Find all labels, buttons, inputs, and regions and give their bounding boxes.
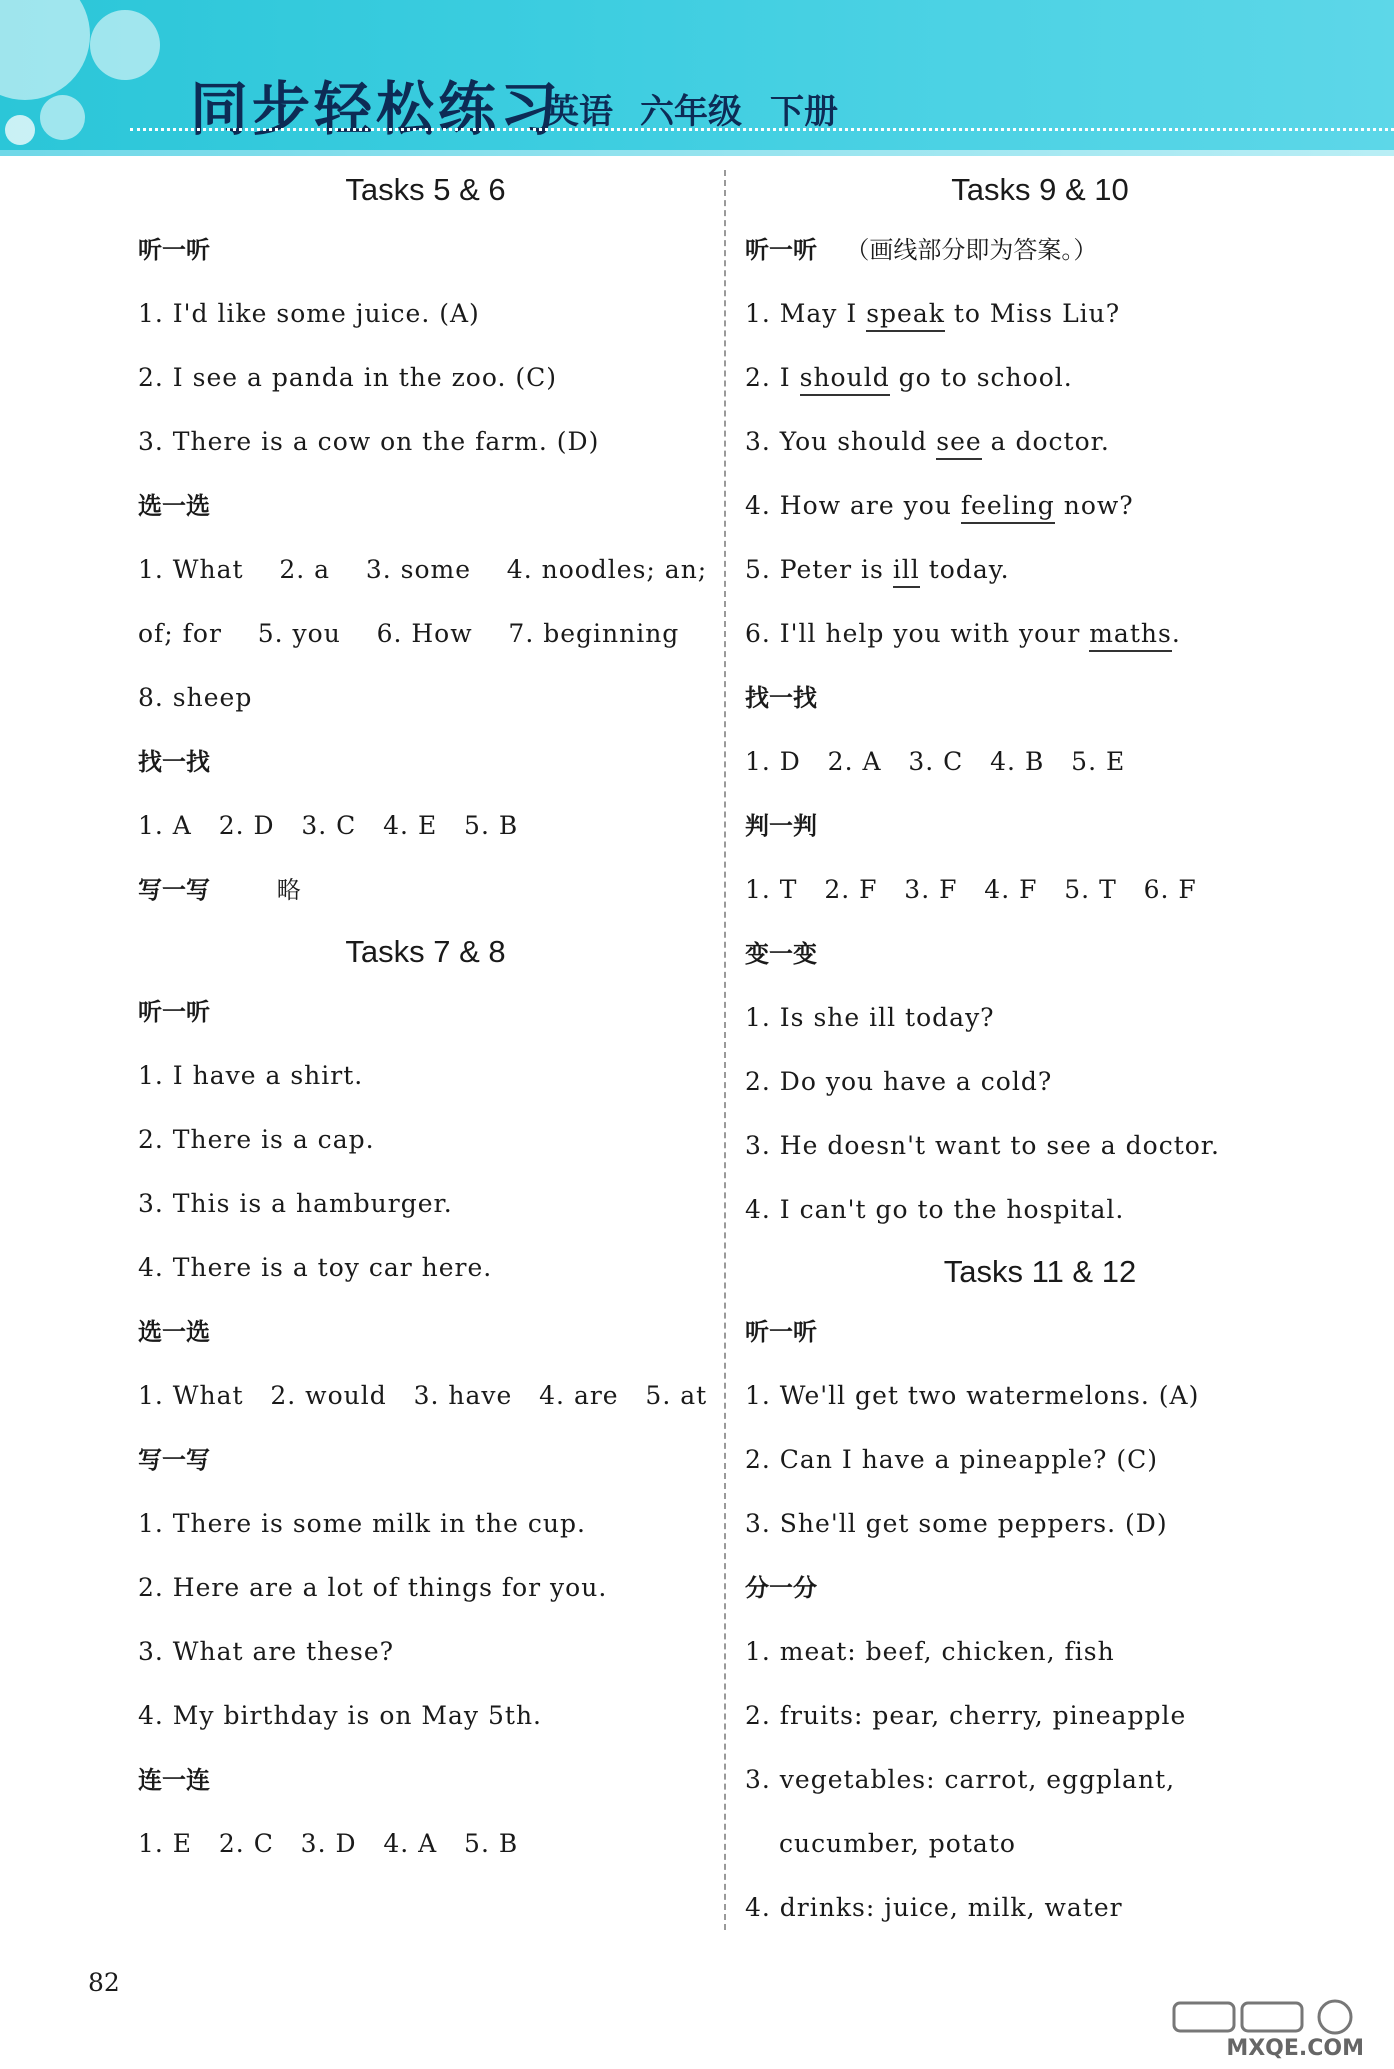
book-volume: 下册 [770,92,838,132]
answer-line: 1. May I speak to Miss Liu? [745,292,1335,356]
answer-line: 1. What 2. a 3. some 4. noodles; an; [138,555,708,584]
answer-line: 5. Peter is ill today. [745,548,1335,612]
answer-line: 1. We'll get two watermelons. (A) [745,1381,1200,1410]
section-listen: 听一听 [138,998,210,1026]
section-write: 写一写 [138,1446,210,1474]
section-write [138,868,713,932]
decor-bubble [0,0,90,100]
watermark-text: MXQE.COM [1226,2036,1364,2061]
header-dotted-line [130,128,1394,131]
book-subject: 英语 [545,92,613,132]
task-title-5-6: Tasks 5 & 6 [345,172,506,207]
book-grade: 六年级 [640,92,742,132]
write-answer: 略 [276,876,301,904]
section-find: 找一找 [138,748,210,776]
section-listen: 听一听 [745,1318,817,1346]
left-column [138,170,713,1886]
task-title-11-12: Tasks 11 & 12 [943,1254,1137,1289]
underlined-answer: maths [1089,619,1172,652]
answer-line: 1. meat: beef, chicken, fish [745,1637,1115,1666]
task-title-7-8: Tasks 7 & 8 [345,934,506,969]
underlined-answer: ill [893,555,920,588]
answer-line: 2. I should go to school. [745,356,1335,420]
answer-line: 2. fruits: pear, cherry, pineapple [745,1701,1187,1730]
section-sort: 分一分 [745,1574,817,1602]
answer-line: 2. Do you have a cold? [745,1067,1053,1096]
section-write-label: 写一写 [138,876,210,904]
answer-line: 2. Can I have a pineapple? (C) [745,1445,1159,1474]
answer-line: 3. She'll get some peppers. (D) [745,1509,1168,1538]
answer-line: 1. D 2. A 3. C 4. B 5. E [745,747,1126,776]
underlined-answer: see [936,427,981,460]
book-title: 同步轻松练习 [190,75,563,143]
answer-line: 1. What 2. would 3. have 4. are 5. at [138,1381,708,1410]
answer-line: 3. He doesn't want to see a doctor. [745,1131,1220,1160]
section-choose: 选一选 [138,1318,210,1346]
section-listen: 听一听 [138,236,210,264]
answer-line: 4. How are you feeling now? [745,484,1335,548]
answer-line: 4. My birthday is on May 5th. [138,1701,542,1730]
answer-line: 1. A 2. D 3. C 4. E 5. B [138,811,519,840]
header-underline [0,150,1394,156]
answer-line: 1. I have a shirt. [138,1061,364,1090]
watermark-logo-icon [1170,1997,1380,2037]
answer-line-continued: cucumber, potato [779,1829,1016,1858]
task-title-9-10: Tasks 9 & 10 [951,172,1129,207]
section-note: （画线部分即为答案。） [845,236,1098,264]
answer-line: 3. What are these? [138,1637,395,1666]
section-judge: 判一判 [745,812,817,840]
answer-line: 1. E 2. C 3. D 4. A 5. B [138,1829,519,1858]
section-listen-label: 听一听 [745,236,817,264]
answer-line: of; for 5. you 6. How 7. beginning [138,619,680,648]
section-change: 变一变 [745,940,817,968]
answer-line: 2. Here are a lot of things for you. [138,1573,608,1602]
underlined-answer: should [800,363,890,396]
answer-line: 3. You should see a doctor. [745,420,1335,484]
answer-line: 6. I'll help you with your maths. [745,612,1335,676]
column-divider [724,170,726,1930]
right-column [745,170,1335,1950]
section-choose: 选一选 [138,492,210,520]
answer-line: 3. There is a cow on the farm. (D) [138,427,600,456]
answer-line: 4. I can't go to the hospital. [745,1195,1125,1224]
underlined-answer: speak [866,299,945,332]
section-match: 连一连 [138,1766,210,1794]
answer-line: 3. vegetables: carrot, eggplant, [745,1765,1176,1794]
decor-bubble [5,115,35,145]
answer-line: 1. There is some milk in the cup. [138,1509,586,1538]
underlined-answer: feeling [961,491,1055,524]
decor-bubble [40,95,85,140]
page-header [0,0,1394,150]
answer-line: 8. sheep [138,683,253,712]
section-listen [745,228,1335,292]
decor-bubble [90,10,160,80]
answer-line: 1. Is she ill today? [745,1003,995,1032]
answer-line: 4. drinks: juice, milk, water [745,1893,1123,1922]
watermark [1170,1997,1380,2063]
answer-line: 1. I'd like some juice. (A) [138,299,480,328]
answer-line: 4. There is a toy car here. [138,1253,493,1282]
answer-line: 3. This is a hamburger. [138,1189,453,1218]
answer-line: 1. T 2. F 3. F 4. F 5. T 6. F [745,875,1197,904]
answer-line: 2. I see a panda in the zoo. (C) [138,363,557,392]
page-number: 82 [88,1968,120,1997]
section-find: 找一找 [745,684,817,712]
answer-line: 2. There is a cap. [138,1125,375,1154]
